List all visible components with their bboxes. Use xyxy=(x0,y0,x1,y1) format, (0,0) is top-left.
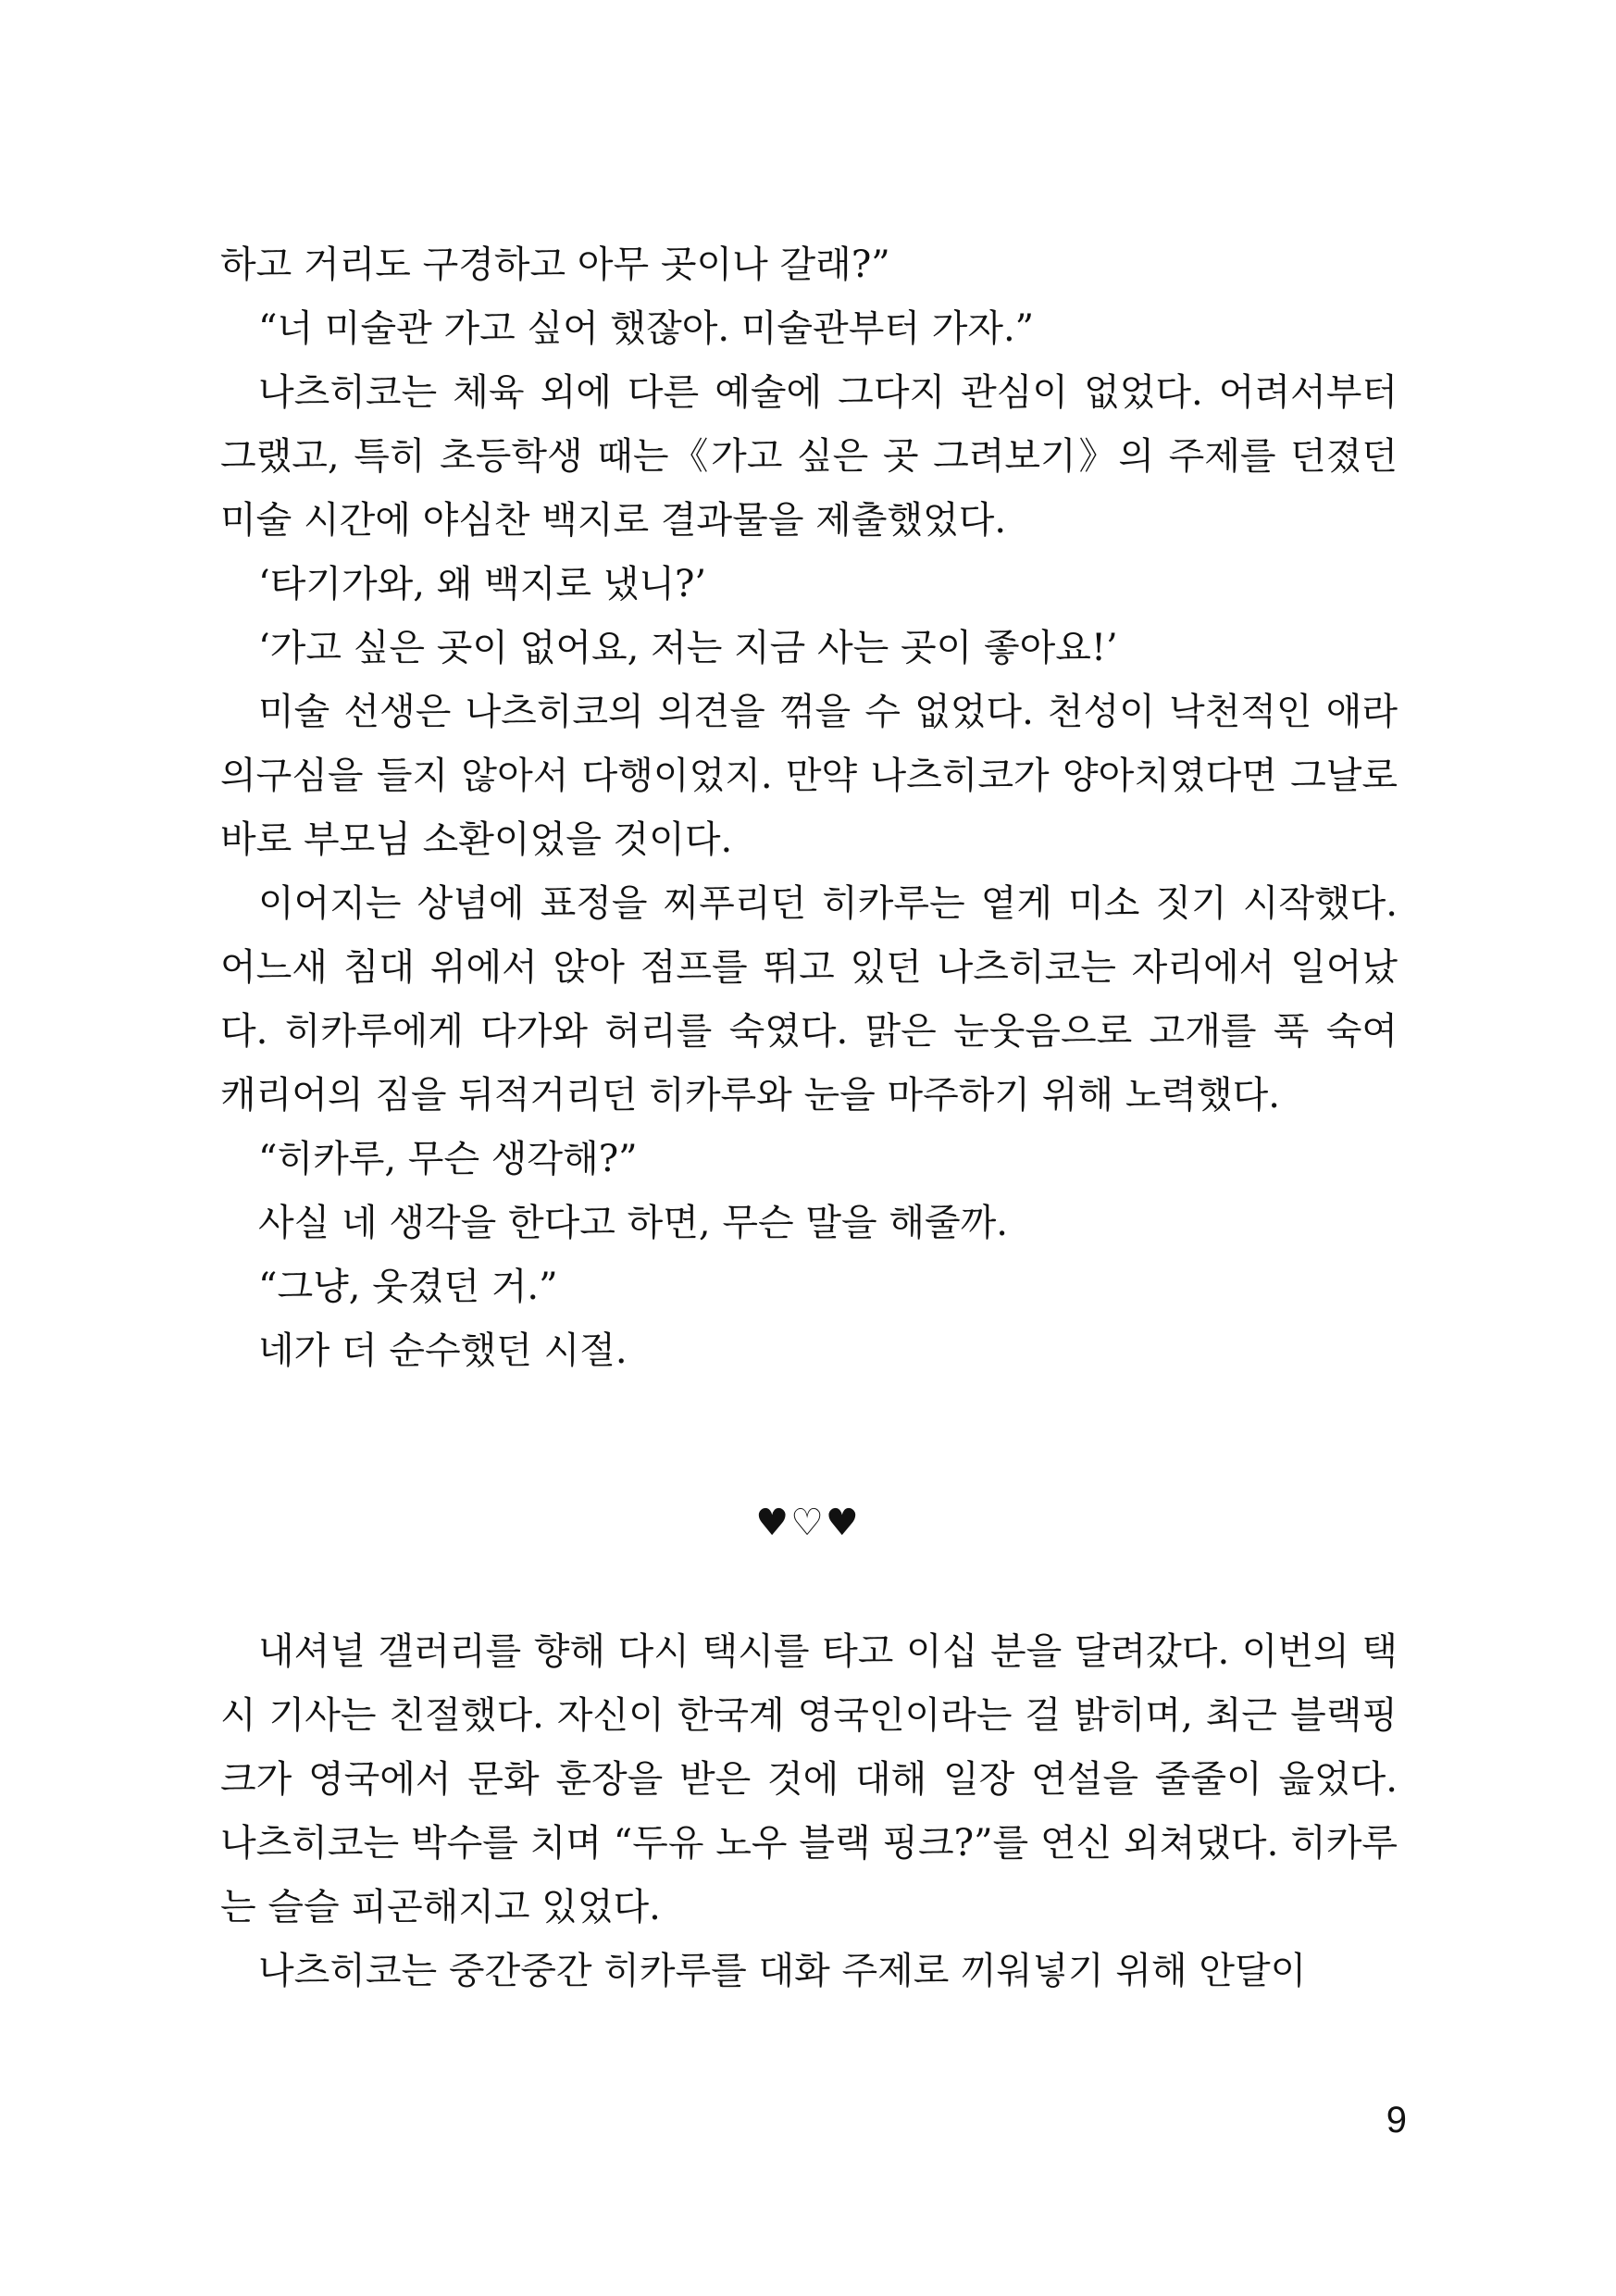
paragraph: 내셔널 갤러리를 향해 다시 택시를 타고 이십 분을 달려갔다. 이번의 택시 기사는 친절했다. 자신이 한국계 영국인이라는 걸 밝히며, 최근 블랙핑크가 영국에서 문화 훈장을 받은 것에 대해 일장 연설을 줄줄이 읊었다. 나츠히코는 박수를 치며 “두유 노우 블랙 핑크?”를 연신 외쳐댔다. 히카루는 슬슬 피곤해지고 있었다. xyxy=(220,1630,1398,1928)
paragraph: 미술 선생은 나츠히코의 의견을 꺾을 수 없었다. 천성이 낙천적인 애라 의구심을 들지 않아서 다행이었지. 만약 나츠히코가 양아치였다면 그날로 바로 부모님 소환이었을 것이다. xyxy=(220,691,1398,861)
paragraph: 나츠히코는 체육 외에 다른 예술에 그다지 관심이 없었다. 어려서부터 그랬고, 특히 초등학생 때는《가고 싶은 곳 그려보기》의 주제를 던졌던 미술 시간에 야심찬 백지로 결과물을 제출했었다. xyxy=(220,371,1398,542)
page-number: 9 xyxy=(1386,2100,1407,2140)
paragraph: 사실 네 생각을 한다고 하면, 무슨 말을 해줄까. xyxy=(258,1202,1008,1244)
paragraph: 네가 더 순수했던 시절. xyxy=(258,1329,628,1372)
paragraph: 나츠히코는 중간중간 히카루를 대화 주제로 끼워넣기 위해 안달이 xyxy=(258,1950,1307,1992)
section-divider: ♥♡♥ xyxy=(755,1502,861,1544)
paragraph: “너 미술관 가고 싶어 했잖아. 미술관부터 가자.” xyxy=(258,307,1035,350)
paragraph: “히카루, 무슨 생각해?” xyxy=(258,1138,638,1180)
text-section-2 xyxy=(220,1620,1398,2003)
paragraph: ‘가고 싶은 곳이 없어요, 저는 지금 사는 곳이 좋아요!’ xyxy=(258,627,1118,669)
text-section-1 xyxy=(220,233,1398,1383)
paragraph: 이어지는 상념에 표정을 찌푸리던 히카루는 옅게 미소 짓기 시작했다. 어느새 침대 위에서 앉아 점프를 뛰고 있던 나츠히코는 자리에서 일어났다. 히카루에게 다가와 허리를 숙였다. 맑은 눈웃음으로 고개를 푹 숙여 캐리어의 짐을 뒤적거리던 히카루와 눈을 마주하기 위해 노력했다. xyxy=(220,882,1398,1117)
paragraph: ‘타기가와, 왜 백지로 냈니?’ xyxy=(258,563,707,605)
paragraph: 하고 거리도 구경하고 아무 곳이나 갈래?” xyxy=(220,243,890,286)
paragraph: “그냥, 웃겼던 거.” xyxy=(258,1266,558,1308)
